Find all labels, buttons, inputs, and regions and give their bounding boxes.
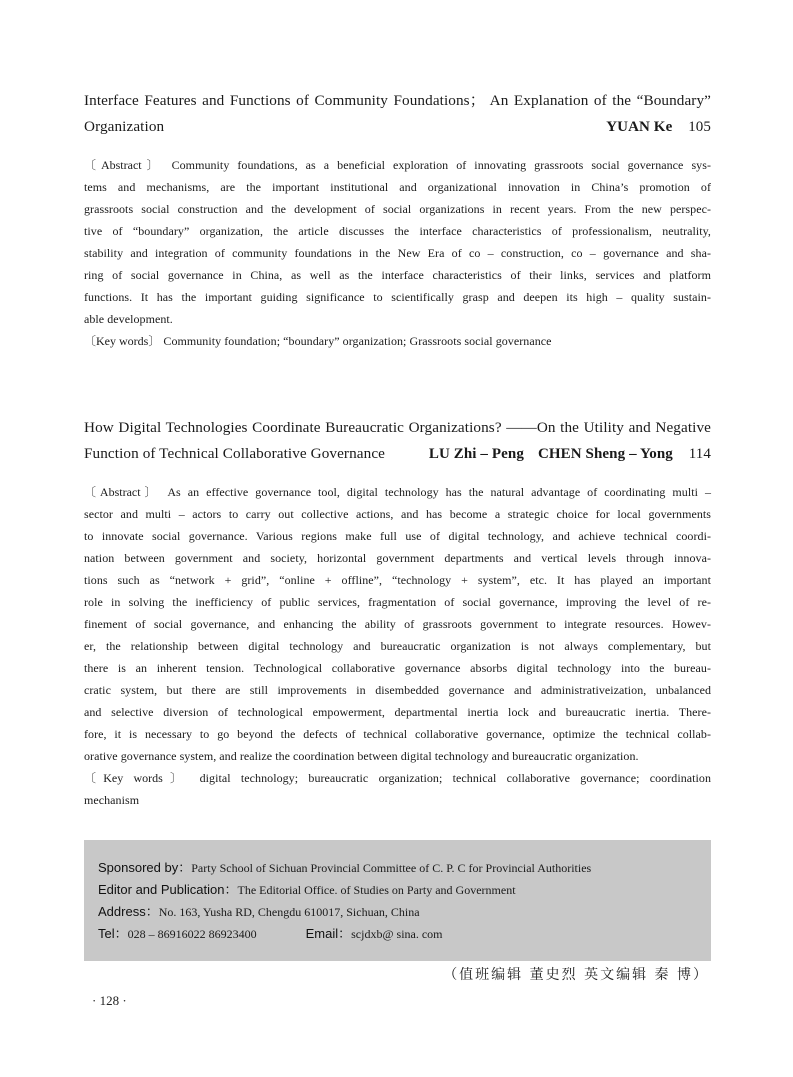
byline	[606, 114, 711, 140]
sponsor-value: Party School of Sichuan Provincial Committee of C. P. C for Provincial Authorities	[191, 861, 592, 875]
abstract	[84, 481, 711, 811]
author-name: CHEN Sheng – Yong	[537, 446, 673, 462]
page-number: · 128 ·	[92, 993, 127, 1008]
address-value: No. 163, Yusha RD, Chengdu 610017, Sichuan, China	[158, 905, 420, 919]
abstract-line	[84, 481, 711, 503]
abstract-line: tems and mechanisms, are the important institutional and organizational innovation in China’s promotion of	[84, 180, 711, 194]
abstract-line: to innovate social governance. Various regions make full use of digital technology, and achieve technical coordi-	[84, 529, 711, 543]
keywords-text: Community foundation; “boundary” organization; Grassroots social governance	[163, 334, 552, 348]
article-title-line-2: Organization	[84, 118, 165, 135]
article-title-line	[84, 114, 711, 140]
keywords	[84, 330, 711, 352]
byline	[429, 441, 711, 467]
email-value: scjdxb@ sina. com	[351, 927, 443, 941]
abstract-label: 〔Abstract〕	[84, 158, 164, 172]
abstract-line	[84, 154, 711, 176]
abstract-line: ring of social governance in China, as well as the interface characteristics of their links, services and platform	[84, 268, 711, 282]
page-reference: 114	[688, 446, 711, 462]
abstract-line: cratic system, but there are still improvements in disembedded governance and administrativeization, unbalanced	[84, 683, 711, 697]
keywords-continuation: mechanism	[84, 793, 140, 807]
sponsor-line	[98, 858, 591, 878]
tel-label: Tel：	[98, 926, 128, 941]
editor-label: Editor and Publication：	[98, 882, 238, 897]
abstract-line: able development.	[84, 312, 173, 326]
abstract-line: tions such as “network + grid”, “online + offline”, “technology + system”, etc. It has played an important	[84, 573, 711, 587]
abstract-line: role in solving the inefficiency of public services, fragmentation of social governance, improving the level of re-	[84, 595, 711, 609]
editors-note: （值班编辑 董史烈 英文编辑 秦 博）	[443, 967, 709, 983]
keywords	[84, 767, 711, 789]
journal-info-box	[84, 840, 711, 961]
abstract	[84, 154, 711, 352]
editor-line	[98, 880, 516, 900]
address-label: Address：	[98, 904, 159, 919]
abstract-line: stability and integration of community foundations in the New Era of co – construction, co – governance and sha-	[84, 246, 711, 260]
abstract-line: grassroots social construction and the development of social organizations in recent years. From the new perspec-	[84, 202, 711, 216]
abstract-line: tive of “boundary” organization, the article discusses the interface characteristics of professionalism, neutrality,	[84, 224, 711, 238]
article-title-line	[84, 441, 711, 467]
article-1	[84, 88, 711, 352]
abstract-text: As an effective governance tool, digital technology has the natural advantage of coordinating multi –	[167, 485, 711, 499]
article-title-line-2: Function of Technical Collaborative Governance	[84, 445, 385, 462]
article-title-line: How Digital Technologies Coordinate Bureaucratic Organizations? ——On the Utility and Negative	[84, 419, 711, 436]
article-2	[84, 415, 711, 811]
author-name: LU Zhi – Peng	[428, 446, 524, 462]
abstract-line: there is an inherent tension. Technological collaborative governance absorbs digital technology into the bureau-	[84, 661, 711, 675]
abstract-line: er, the relationship between digital technology and bureaucratic organization is not always complementary, but	[84, 639, 711, 653]
page-reference: 105	[688, 119, 711, 135]
abstract-line: and selective diversion of technological empowerment, departmental inertia lock and bureaucratic inertia. There-	[84, 705, 711, 719]
tel-value: 028 – 86916022 86923400	[127, 927, 257, 941]
sponsor-label: Sponsored by：	[98, 860, 192, 875]
email-block	[306, 927, 443, 941]
abstract-line: functions. It has the important guiding significance to scientifically grasp and deepen its high – quality sustain-	[84, 290, 711, 304]
keywords-label: 〔Key words〕	[84, 771, 190, 785]
article-title-line: Interface Features and Functions of Community Foundations； An Explanation of the “Boundary”	[84, 92, 711, 109]
email-label: Email：	[305, 926, 352, 941]
editor-value: The Editorial Office. of Studies on Party and Government	[237, 883, 516, 897]
abstract-line: fore, it is necessary to go beyond the defects of technical collaborative governance, optimize the technical collab-	[84, 727, 711, 741]
address-line	[98, 902, 420, 922]
keywords-text: digital technology; bureaucratic organization; technical collaborative governance; coordination	[199, 771, 711, 785]
abstract-line: nation between government and society, horizontal government departments and vertical levels through innova-	[84, 551, 711, 565]
abstract-line: finement of social governance, and enhancing the ability of grassroots government to integrate resources. Howev-	[84, 617, 711, 631]
abstract-text: Community foundations, as a beneficial exploration of innovating grassroots social governance sys-	[171, 158, 711, 172]
author-name: YUAN Ke	[606, 119, 673, 135]
abstract-label: 〔Abstract〕	[84, 485, 161, 499]
abstract-line: sector and multi – actors to carry out collective actions, and has become a strategic choice for local governments	[84, 507, 711, 521]
contact-line	[98, 924, 443, 944]
abstract-line: orative governance system, and realize the coordination between digital technology and bureaucratic organization.	[84, 749, 639, 763]
keywords-label: 〔Key words〕	[84, 334, 161, 348]
